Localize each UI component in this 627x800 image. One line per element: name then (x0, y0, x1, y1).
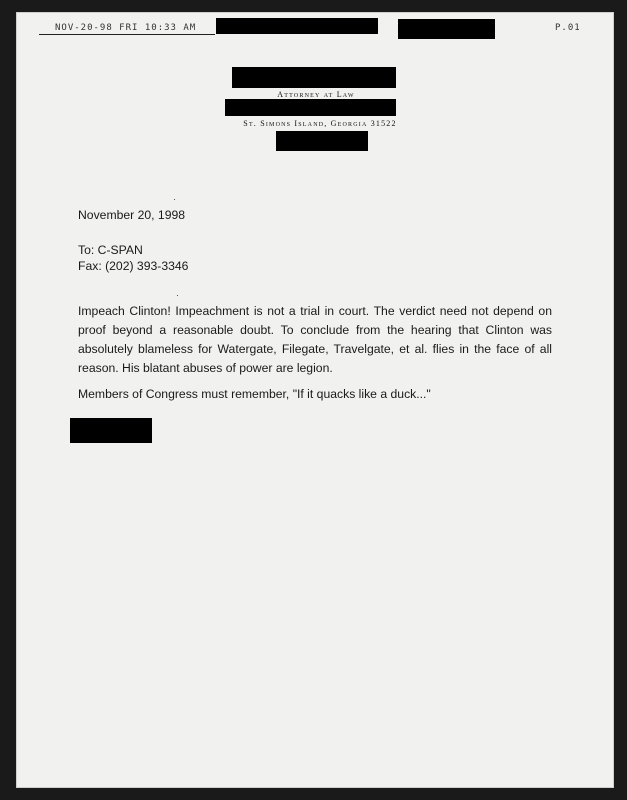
fax-number-line: Fax: (202) 393-3346 (78, 259, 189, 273)
redaction-block (398, 19, 495, 39)
redaction-block (276, 131, 368, 151)
letter-closing-line: Members of Congress must remember, "If it quacks like a duck..." (78, 387, 431, 401)
paper-speck (174, 199, 175, 200)
letter-date: November 20, 1998 (78, 208, 186, 222)
redaction-block (216, 18, 378, 34)
paper-speck (177, 295, 178, 296)
letter-body-paragraph: Impeach Clinton! Impeachment is not a trial in court. The verdict need not depend on proof beyond a reasonable doubt. To conclude from the hearing that Clinton was absolutely blameless for Watergate, Filegate, Travelgate, et al. flies in the face of all reason. His blatant abuses of power are legion. (78, 304, 552, 375)
fax-header-underline (39, 34, 215, 35)
fax-transmission-stamp: NOV-20-98 FRI 10:33 AM (55, 23, 197, 33)
letterhead-title: Attorney at Law (277, 90, 355, 99)
redaction-block (225, 99, 396, 116)
fax-page-number: P.01 (555, 23, 581, 33)
letterhead-address: St. Simons Island, Georgia 31522 (243, 119, 397, 128)
fax-page (16, 12, 614, 788)
recipient-line: To: C-SPAN (78, 243, 143, 257)
signature-redaction (70, 418, 152, 443)
redaction-block (232, 67, 396, 88)
